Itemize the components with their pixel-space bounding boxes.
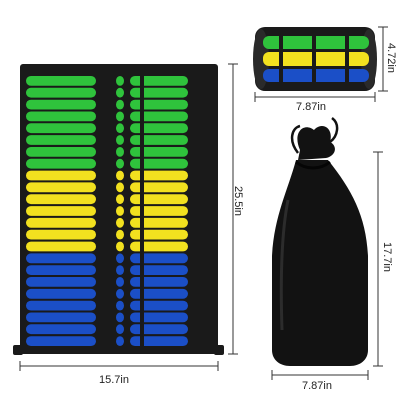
mat-pad-yellow — [130, 194, 188, 204]
mat-pad-green — [130, 135, 188, 145]
mat-strap — [96, 68, 100, 350]
mat-buckle-left[interactable] — [13, 345, 23, 355]
mat-pad-blue — [130, 265, 188, 275]
mat-strap — [124, 68, 128, 350]
mat-pad-yellow — [130, 230, 188, 240]
mat-pad-green — [130, 88, 188, 98]
mat-height-label: 25.5in — [231, 186, 244, 216]
rolled-strap — [312, 27, 316, 91]
mat-pad-green — [116, 88, 124, 98]
bag-height-label: 17.7in — [380, 242, 393, 272]
rolled-height-label: 4.72in — [384, 43, 397, 73]
mat-pad-green — [130, 100, 188, 110]
mat-pad-green — [26, 147, 96, 157]
mat-strap — [140, 68, 144, 350]
mat-pad-green — [130, 159, 188, 169]
mat-pad-blue — [26, 253, 96, 263]
mat-pad-yellow — [116, 242, 124, 252]
mat-pad-blue — [130, 336, 188, 346]
mat-pad-yellow — [26, 218, 96, 228]
rolled-width-label: 7.87in — [296, 101, 326, 113]
mat-pad-green — [116, 135, 124, 145]
mat-pad-yellow — [116, 194, 124, 204]
mat-pad-yellow — [26, 242, 96, 252]
mat-pad-green — [26, 159, 96, 169]
mat-pad-green — [26, 100, 96, 110]
rolled-strap — [345, 27, 349, 91]
mat-pad-blue — [26, 277, 96, 287]
mat-pad-yellow — [26, 182, 96, 192]
mat-strap — [110, 68, 114, 350]
mat-pad-yellow — [116, 218, 124, 228]
mat-pad-yellow — [130, 218, 188, 228]
storage-bag — [272, 118, 368, 366]
mat-pad-green — [130, 147, 188, 157]
mat-pad-green — [26, 112, 96, 122]
mat-pad-green — [26, 135, 96, 145]
mat-pad-yellow — [116, 230, 124, 240]
bag-drawstring-top — [297, 126, 335, 160]
mat-pad-yellow — [130, 206, 188, 216]
mat-pad-green — [116, 147, 124, 157]
mat-width-label: 15.7in — [99, 374, 129, 386]
mat-pad-green — [26, 123, 96, 133]
mat-pad-yellow — [26, 171, 96, 181]
rolled-strap — [279, 27, 283, 91]
mat-pad-yellow — [116, 206, 124, 216]
mat-pad-green — [116, 159, 124, 169]
mat-pad-green — [116, 112, 124, 122]
mat-pad-blue — [116, 253, 124, 263]
mat-pad-yellow — [130, 242, 188, 252]
mat-pad-blue — [130, 289, 188, 299]
mat-pad-green — [130, 123, 188, 133]
mat-pad-yellow — [116, 171, 124, 181]
bag-width-dimension — [272, 370, 368, 380]
mat-pad-blue — [116, 277, 124, 287]
mat-pad-blue — [26, 313, 96, 323]
mat-pad-yellow — [26, 230, 96, 240]
mat-pad-blue — [130, 253, 188, 263]
mat-pad-yellow — [116, 182, 124, 192]
mat-pad-green — [26, 76, 96, 86]
mat-pad-blue — [130, 324, 188, 334]
mat-pad-yellow — [130, 171, 188, 181]
mat-pad-green — [26, 88, 96, 98]
mat-pad-blue — [26, 301, 96, 311]
mat-pad-yellow — [26, 194, 96, 204]
mat-width-dimension — [20, 361, 218, 371]
unrolled-mat — [13, 64, 224, 355]
mat-pad-green — [130, 112, 188, 122]
mat-pad-blue — [130, 277, 188, 287]
mat-pad-blue — [26, 289, 96, 299]
bag-body — [272, 160, 368, 366]
mat-pad-green — [116, 123, 124, 133]
mat-pad-blue — [26, 324, 96, 334]
mat-pad-green — [116, 100, 124, 110]
mat-pad-yellow — [26, 206, 96, 216]
mat-pad-blue — [26, 265, 96, 275]
mat-pad-blue — [130, 301, 188, 311]
mat-buckle-right[interactable] — [214, 345, 224, 355]
bag-width-label: 7.87in — [302, 380, 332, 392]
mat-pad-blue — [116, 324, 124, 334]
mat-pad-blue — [116, 289, 124, 299]
mat-pad-blue — [130, 313, 188, 323]
mat-pad-blue — [116, 313, 124, 323]
mat-pad-green — [130, 76, 188, 86]
mat-pad-blue — [116, 265, 124, 275]
rolled-mat — [253, 27, 377, 91]
mat-pad-blue — [116, 301, 124, 311]
mat-pad-yellow — [130, 182, 188, 192]
mat-pad-blue — [116, 336, 124, 346]
mat-pad-green — [116, 76, 124, 86]
mat-pad-blue — [26, 336, 96, 346]
